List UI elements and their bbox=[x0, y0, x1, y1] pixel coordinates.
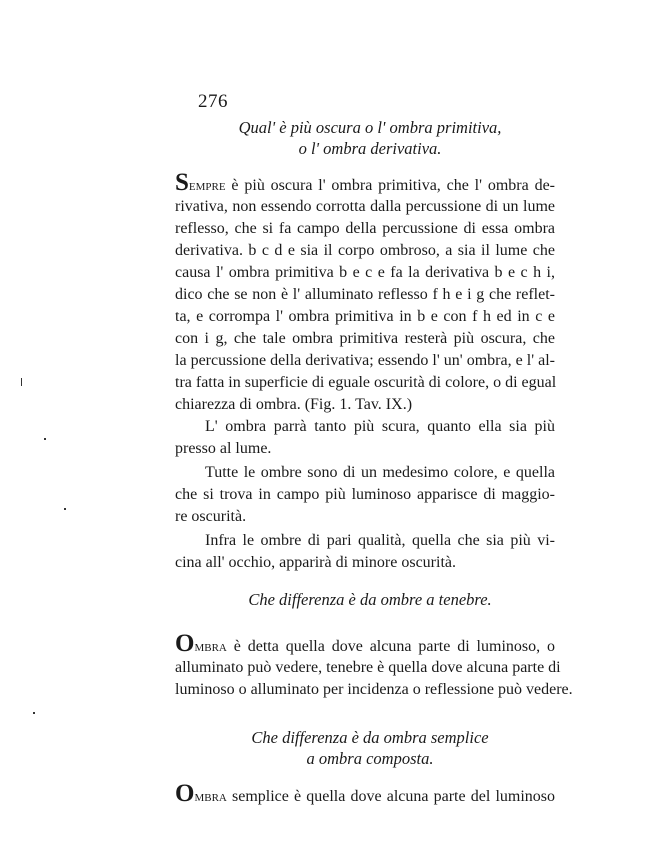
text-line: Sempre è più oscura l' ombra primitiva, che l' ombra de- bbox=[175, 169, 555, 196]
margin-mark bbox=[33, 712, 35, 714]
text-line: Tutte le ombre sono di un medesimo colore, e quella bbox=[205, 464, 555, 481]
section-heading-shadow-vs-darkness bbox=[160, 589, 580, 610]
small-caps-word: empre bbox=[188, 178, 226, 194]
text-line: Infra le ombre di pari qualità, quella che sia più vi- bbox=[205, 532, 555, 549]
text-line: luminoso o alluminato per incidenza o reflessione può vedere. bbox=[175, 681, 573, 698]
section-heading-primitive-shadow bbox=[160, 117, 580, 159]
text-line: L' ombra parrà tanto più scura, quanto ella sia più bbox=[205, 418, 555, 435]
text-line: derivativa. b c d e sia il corpo ombroso, a sia il lume che bbox=[175, 242, 555, 259]
drop-cap: S bbox=[175, 169, 189, 196]
margin-mark bbox=[64, 508, 66, 510]
drop-cap: O bbox=[175, 630, 195, 657]
text-line: presso al lume. bbox=[175, 440, 272, 457]
text-line: tra fatta in superficie di eguale oscurità di colore, o di egual bbox=[175, 374, 557, 391]
heading-line: o l' ombra derivativa. bbox=[298, 139, 442, 158]
small-caps-word: mbra bbox=[194, 789, 227, 805]
heading-line: Qual' è più oscura o l' ombra primitiva, bbox=[238, 118, 502, 137]
text-line: rivativa, non essendo corrotta dalla percussione di un lume bbox=[175, 198, 555, 215]
text-line: chiarezza di ombra. (Fig. 1. Tav. IX.) bbox=[175, 396, 413, 413]
page-number: 276 bbox=[198, 91, 228, 112]
text-line: ta, e corrompa l' ombra primitiva in b e con f h ed in c e bbox=[175, 308, 555, 325]
drop-cap: O bbox=[175, 780, 195, 807]
margin-mark bbox=[21, 378, 22, 386]
text-line: causa l' ombra primitiva b e c e fa la derivativa b e c h i, bbox=[175, 264, 555, 281]
text-line: reflesso, che si fa campo della percussione di essa ombra bbox=[175, 220, 555, 237]
margin-mark bbox=[44, 438, 46, 440]
text-line: con i g, che tale ombra primitiva resterà più oscura, che bbox=[175, 330, 555, 347]
text-line: dico che se non è l' alluminato reflesso f h e i g che reflet- bbox=[175, 286, 555, 303]
text-line: Ombra è detta quella dove alcuna parte di luminoso, o bbox=[175, 630, 555, 657]
text-line: re oscurità. bbox=[175, 508, 247, 525]
section-heading-simple-vs-compound bbox=[160, 727, 580, 769]
text-line: cina all' occhio, apparirà di minore oscurità. bbox=[175, 554, 456, 571]
text-line: Ombra semplice è quella dove alcuna parte del luminoso bbox=[175, 780, 555, 807]
heading-line: Che differenza è da ombra semplice bbox=[251, 728, 489, 747]
text-line: che si trova in campo più luminoso apparisce di maggio- bbox=[175, 486, 555, 503]
heading-line: Che differenza è da ombre a tenebre. bbox=[248, 590, 492, 609]
text-line: alluminato può vedere, tenebre è quella dove alcuna parte di bbox=[175, 659, 561, 676]
heading-line: a ombra composta. bbox=[306, 749, 434, 768]
text-line: la percussione della derivativa; essendo l' un' ombra, e l' al- bbox=[175, 352, 555, 369]
small-caps-word: mbra bbox=[194, 639, 227, 655]
